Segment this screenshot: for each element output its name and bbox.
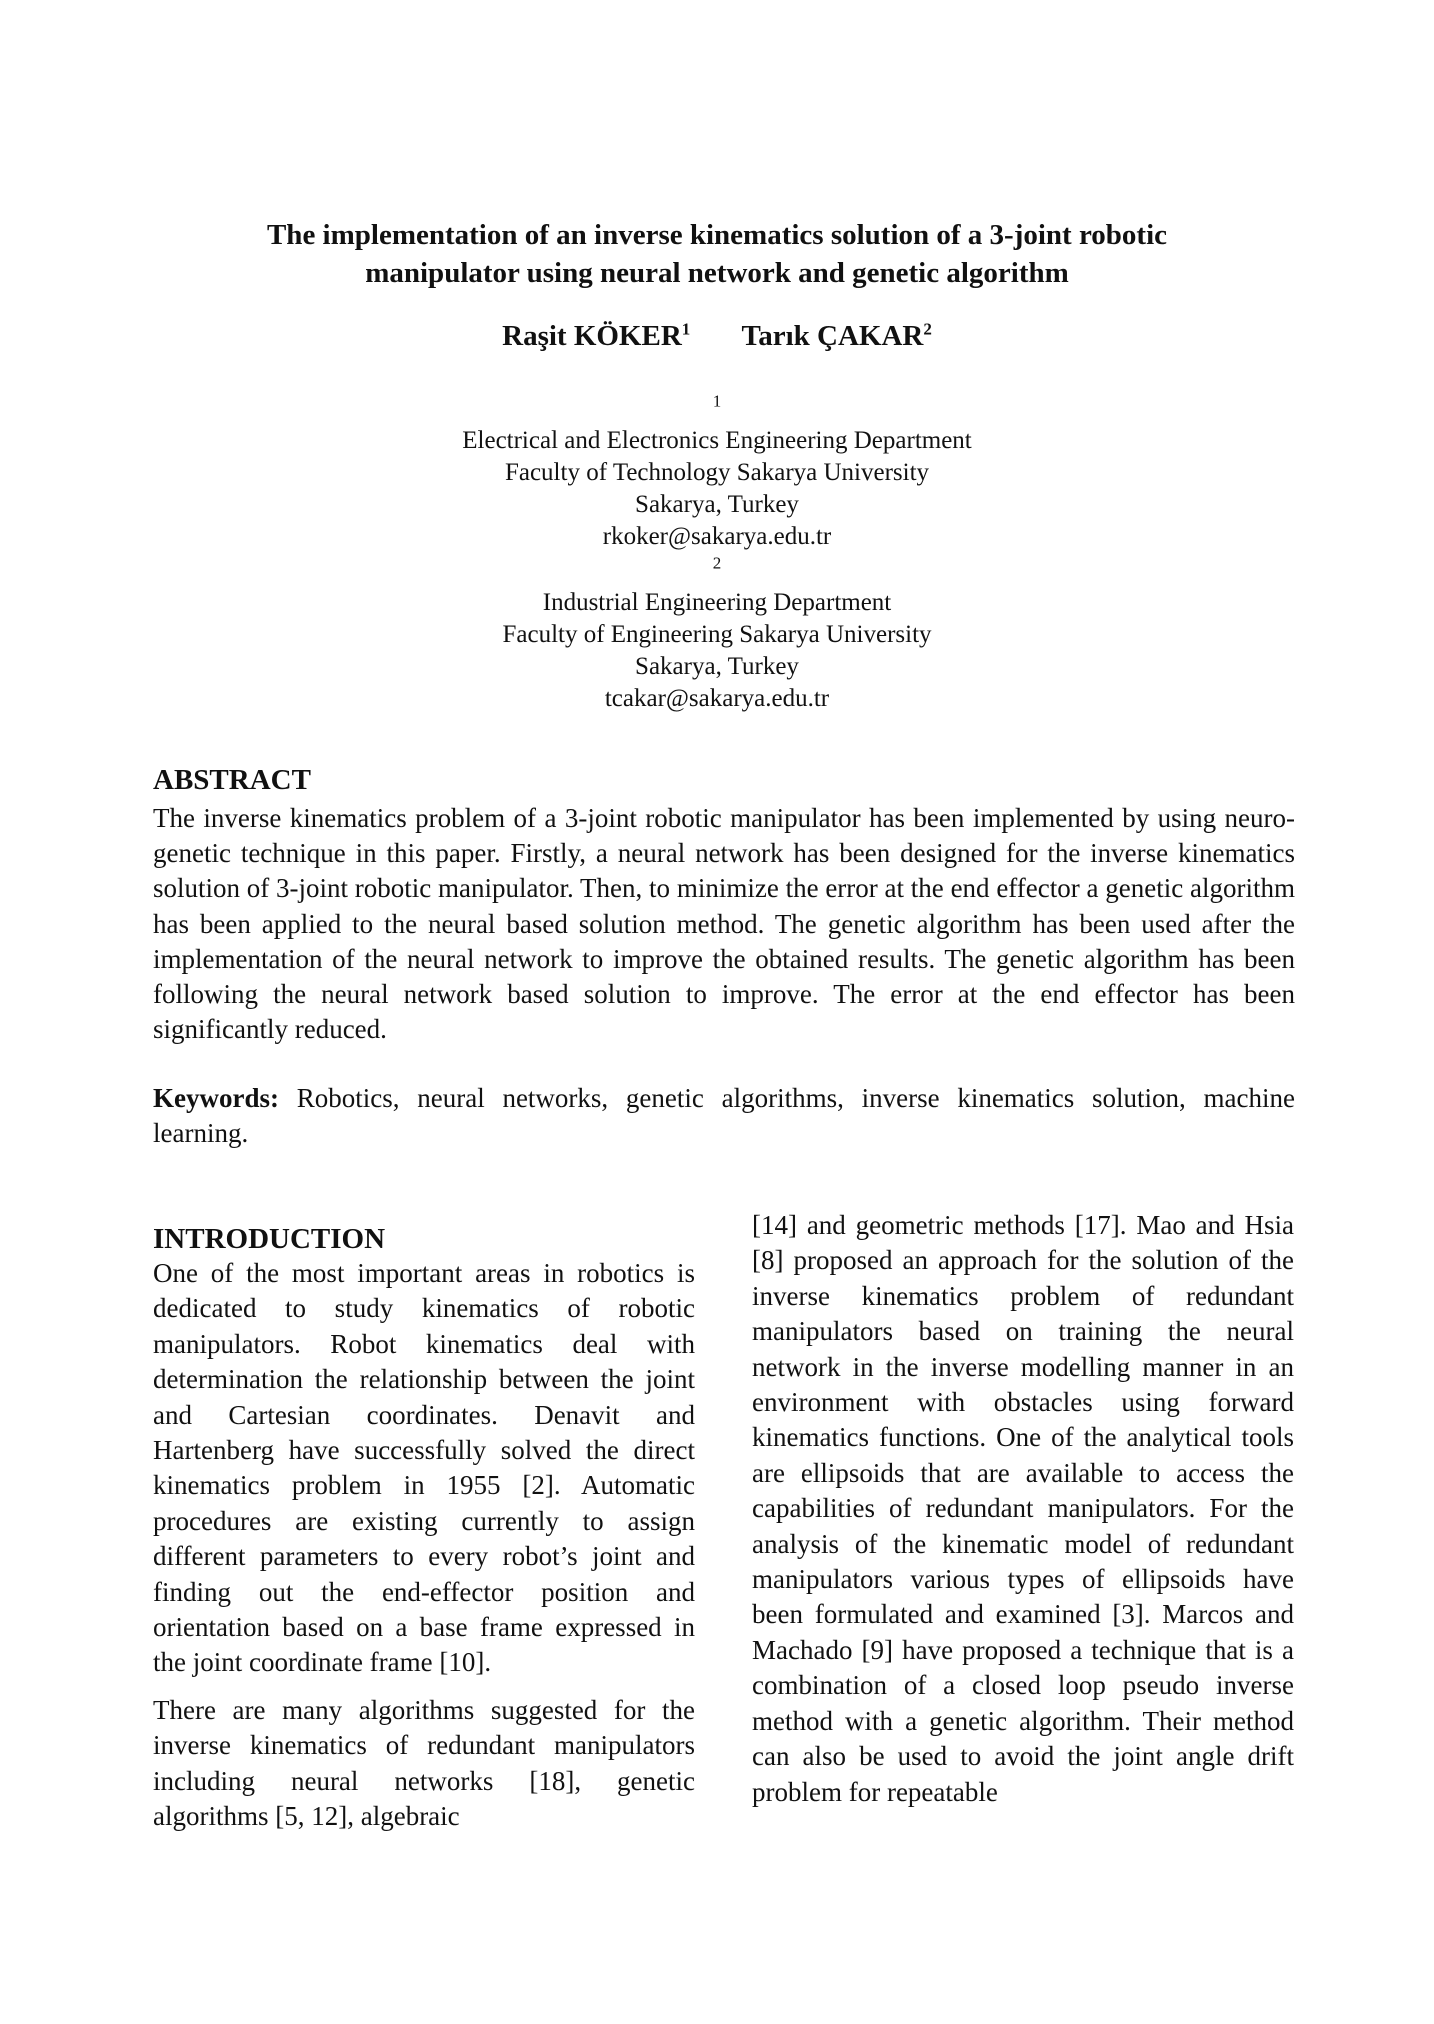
author-2 — [742, 320, 932, 352]
author-1-sup: 1 — [681, 319, 691, 339]
right-column — [752, 1208, 1294, 1810]
title-line-2: manipulator using neural network and genetic algorithm — [365, 257, 1069, 289]
affiliation-1-location: Sakarya, Turkey — [635, 491, 799, 518]
affiliation-2-line-1 — [300, 555, 1134, 619]
keywords-label: Keywords: — [153, 1083, 279, 1113]
affiliation-1-line-1 — [300, 393, 1134, 457]
intro-paragraph-2: There are many algorithms suggested for the inverse kinematics of redundant manipulators including neural networks [18], genetic algorithms [5, 12], algebraic — [153, 1694, 695, 1832]
affiliation-2-location: Sakarya, Turkey — [635, 653, 799, 680]
affiliation-2-faculty: Faculty of Engineering Sakarya University — [502, 621, 932, 648]
affiliation-1-dept: Electrical and Electronics Engineering Department — [462, 427, 972, 454]
title-line-1: The implementation of an inverse kinematics solution of a 3-joint robotic — [266, 219, 1168, 251]
keywords-text: Robotics, neural networks, genetic algorithms, inverse kinematics solution, machine learning. — [153, 1083, 1295, 1149]
affiliation-2-email: tcakar@sakarya.edu.tr — [604, 685, 830, 712]
affiliation-2 — [300, 555, 1134, 715]
introduction-heading: INTRODUCTION — [153, 1223, 386, 1255]
author-2-sup: 2 — [923, 319, 932, 339]
paper-title — [150, 216, 1284, 292]
abstract-heading: ABSTRACT — [153, 764, 311, 796]
intro-paragraph-continued: [14] and geometric methods [17]. Mao and Hsia [8] proposed an approach for the solution of the inverse kinematics problem of redundant manipulators based on training the neural network in the inverse modelling manner in an environment with obstacles using forward kinematics functions. One of the analytical tools are ellipsoids that are available to access the capabilities of redundant manipulators. For the analysis of the kinematic model of redundant manipulators various types of ellipsoids have been formulated and examined [3]. Marcos and Machado [9] have proposed a technique that is a combination of a closed loop pseudo inverse method with a genetic algorithm. Their method can also be used to avoid the joint angle drift problem for repeatable — [752, 1210, 1294, 1807]
affiliation-1-sup: 1 — [712, 391, 722, 411]
affiliation-1-email: rkoker@sakarya.edu.tr — [602, 523, 832, 550]
affiliation-1-faculty: Faculty of Technology Sakarya University — [504, 459, 930, 486]
keywords — [153, 1081, 1295, 1151]
abstract-text: The inverse kinematics problem of a 3-joint robotic manipulator has been implemented by using neuro-genetic technique in this paper. Firstly, a neural network has been designed for the inverse kinematics solution of 3-joint robotic manipulator. Then, to minimize the error at the end effector a genetic algorithm has been applied to the neural based solution method. The genetic algorithm has been used after the implementation of the neural network to improve the obtained results. The genetic algorithm has been following the neural network based solution to improve. The error at the end effector has been significantly reduced. — [153, 803, 1295, 1045]
intro-paragraph-1: One of the most important areas in robotics is dedicated to study kinematics of robotic manipulators. Robot kinematics deal with determination the relationship between the joint and Cartesian coordinates. Denavit and Hartenberg have successfully solved the direct kinematics problem in 1955 [2]. Automatic procedures are existing currently to assign different parameters to every robot’s joint and finding out the end-effector position and orientation based on a base frame expressed in the joint coordinate frame [10]. — [153, 1258, 695, 1678]
affiliation-2-dept: Industrial Engineering Department — [542, 589, 892, 616]
author-1-name: Raşit KÖKER — [502, 320, 682, 352]
author-list — [150, 316, 1284, 356]
author-2-name: Tarık ÇAKAR — [741, 320, 924, 352]
left-column — [153, 1222, 695, 1835]
author-1 — [502, 320, 690, 352]
affiliation-1 — [300, 393, 1134, 553]
affiliation-2-sup: 2 — [712, 553, 722, 573]
